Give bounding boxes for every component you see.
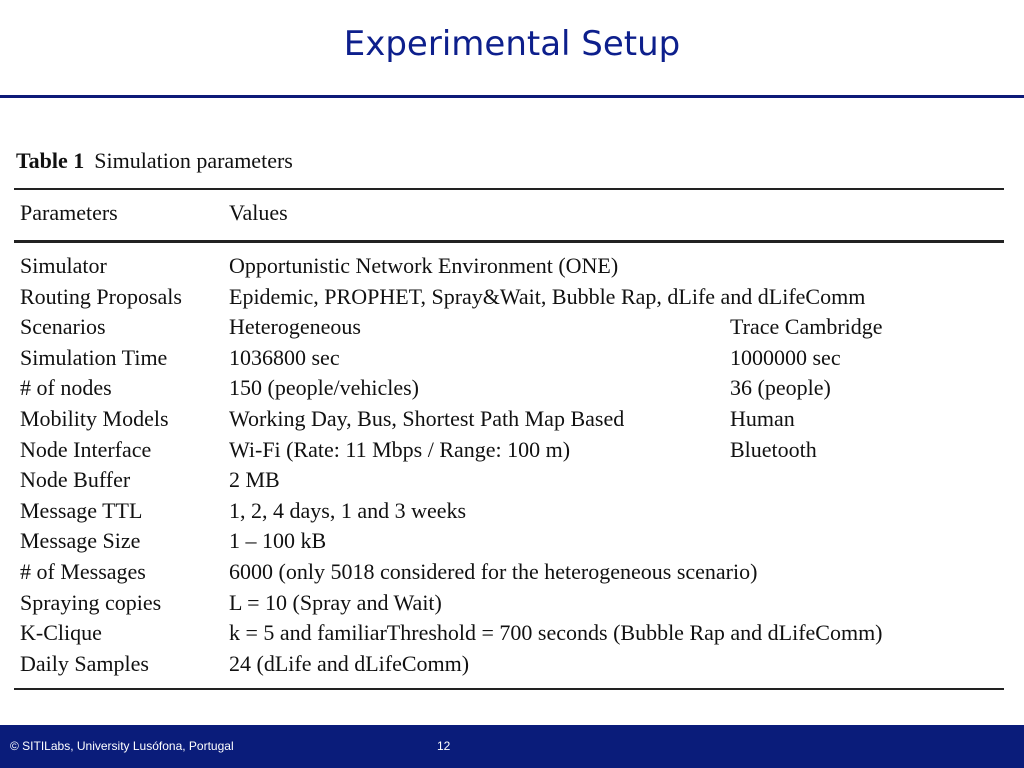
table-row — [20, 465, 1020, 496]
parameter-cell: Node Buffer — [20, 467, 131, 493]
parameter-cell: Spraying copies — [20, 589, 162, 615]
slide-footer — [0, 725, 1024, 768]
table-bottom-rule — [14, 688, 1004, 690]
value-cell: 1036800 sec — [229, 344, 340, 370]
parameter-cell: Mobility Models — [20, 405, 169, 431]
value-cell: L = 10 (Spray and Wait) — [229, 589, 442, 615]
value-cell-secondary: Human — [730, 405, 795, 431]
value-cell: Epidemic, PROPHET, Spray&Wait, Bubble Rap, dLife and dLifeComm — [229, 283, 866, 309]
value-cell: 24 (dLife and dLifeComm) — [229, 650, 470, 676]
table-row — [20, 526, 1020, 557]
table-body — [20, 251, 1020, 679]
value-cell: Opportunistic Network Environment (ONE) — [229, 253, 619, 278]
value-cell: 150 (people/vehicles) — [229, 375, 419, 401]
table-row — [20, 618, 1020, 649]
table-row — [20, 312, 1020, 343]
header-values: Values — [229, 200, 288, 225]
parameter-cell: Message Size — [20, 528, 141, 554]
table-caption-label: Table 1 — [16, 148, 85, 173]
value-cell: 2 MB — [229, 467, 280, 493]
parameter-cell: K-Clique — [20, 620, 102, 646]
table-caption-text: Simulation parameters — [94, 148, 293, 173]
table-caption — [16, 148, 293, 174]
table-row — [20, 649, 1020, 680]
value-cell: Working Day, Bus, Shortest Path Map Based — [229, 405, 625, 431]
value-cell: k = 5 and familiarThreshold = 700 seconds (Bubble Rap and dLifeComm) — [229, 620, 883, 646]
table-row — [20, 557, 1020, 588]
parameter-cell: Node Interface — [20, 436, 152, 462]
header-parameters: Parameters — [20, 200, 118, 225]
title-divider — [0, 95, 1024, 98]
value-cell: Wi-Fi (Rate: 11 Mbps / Range: 100 m) — [229, 436, 571, 462]
footer-copyright: © SITILabs, University Lusófona, Portugal — [10, 739, 234, 753]
table-row — [20, 496, 1020, 527]
table-row — [20, 373, 1020, 404]
value-cell-secondary: Trace Cambridge — [730, 314, 883, 340]
value-cell: 1 – 100 kB — [229, 528, 327, 554]
parameter-cell: # of nodes — [20, 375, 112, 401]
value-cell: Heterogeneous — [229, 314, 361, 340]
table-row — [20, 251, 1020, 282]
table-row — [20, 343, 1020, 374]
parameter-cell: Simulator — [20, 253, 107, 278]
value-cell-secondary: 36 (people) — [730, 375, 831, 401]
parameter-cell: Message TTL — [20, 497, 143, 523]
parameter-cell: Simulation Time — [20, 344, 168, 370]
parameter-cell: # of Messages — [20, 558, 146, 584]
value-cell: 6000 (only 5018 considered for the heterogeneous scenario) — [229, 558, 758, 584]
page-number: 12 — [437, 739, 451, 753]
value-cell: 1, 2, 4 days, 1 and 3 weeks — [229, 497, 467, 523]
parameter-cell: Scenarios — [20, 314, 106, 340]
table-row — [20, 404, 1020, 435]
parameter-cell: Routing Proposals — [20, 283, 182, 309]
table-top-rule — [14, 188, 1004, 190]
parameter-cell: Daily Samples — [20, 650, 149, 676]
table-row — [20, 588, 1020, 619]
slide-title: Experimental Setup — [343, 24, 681, 64]
table-header-rule — [14, 240, 1004, 243]
table-row — [20, 435, 1020, 466]
table-row — [20, 282, 1020, 313]
value-cell-secondary: Bluetooth — [730, 436, 817, 462]
value-cell-secondary: 1000000 sec — [730, 344, 841, 370]
